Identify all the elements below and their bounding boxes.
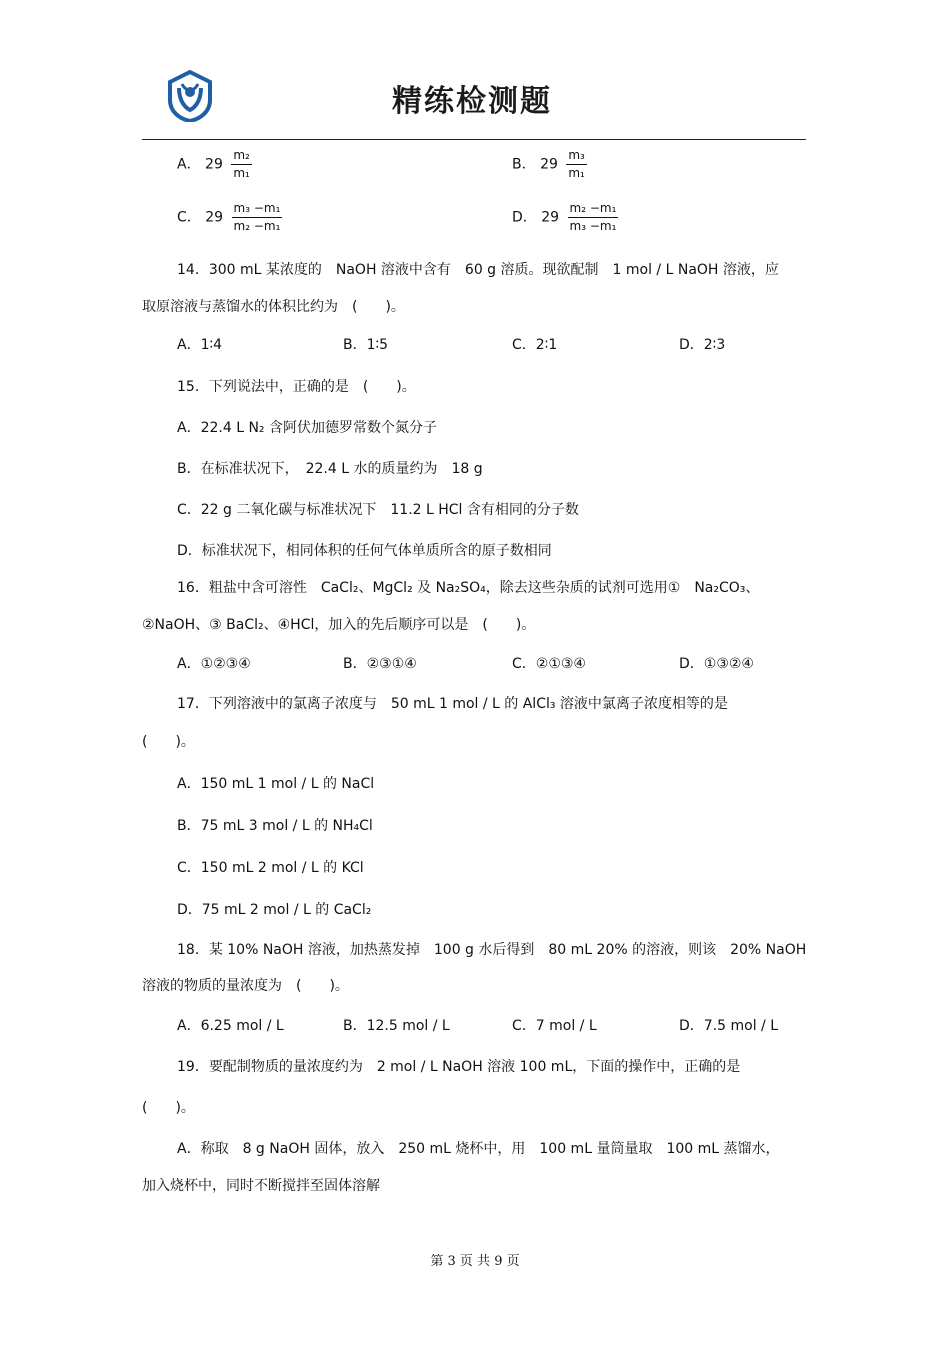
q18-option-d: D．7.5 mol / L <box>679 1018 779 1034</box>
option-label: B． <box>512 156 536 173</box>
q18-stem-line1: 18．某 10% NaOH 溶液，加热蒸发掉 100 g 水后得到 80 mL 20% 的溶液，则该 20% NaOH <box>177 942 807 958</box>
numerator: m₂ −m₁ <box>568 201 619 218</box>
coefficient: 29 <box>540 156 558 173</box>
q17-stem-line1: 17．下列溶液中的氯离子浓度与 50 mL 1 mol / L 的 AlCl₃ 溶液中氯离子浓度相等的是 <box>177 696 728 712</box>
q16-stem-line2: ②NaOH、③ BaCl₂、④HCl，加入的先后顺序可以是 ( )。 <box>142 617 536 633</box>
q14-stem-line1: 14．300 mL 某浓度的 NaOH 溶液中含有 60 g 溶质。现欲配制 1 mol / L NaOH 溶液，应 <box>177 262 779 278</box>
page-title: 精练检测题 <box>392 84 552 119</box>
q15-option-a: A．22.4 L N₂ 含阿伏加德罗常数个氮分子 <box>177 420 437 436</box>
q16-option-a: A．①②③④ <box>177 656 251 672</box>
q17-option-b: B．75 mL 3 mol / L 的 NH₄Cl <box>177 818 373 834</box>
q13-option-b <box>512 148 587 181</box>
publisher-logo <box>166 70 214 122</box>
coefficient: 29 <box>541 209 560 226</box>
denominator: m₂ −m₁ <box>233 219 281 233</box>
q13-option-a <box>177 148 252 181</box>
q13-option-d <box>512 201 618 234</box>
fraction <box>566 148 587 181</box>
q18-stem-line2: 溶液的物质的量浓度为 ( )。 <box>142 978 349 994</box>
q17-stem-line2: ( )。 <box>142 734 195 750</box>
denominator: m₃ −m₁ <box>569 219 617 233</box>
denominator: m₁ <box>233 166 250 180</box>
q17-option-c: C．150 mL 2 mol / L 的 KCl <box>177 860 364 876</box>
q19-option-a-line2: 加入烧杯中，同时不断搅拌至固体溶解 <box>142 1178 380 1194</box>
q15-option-d: D．标准状况下，相同体积的任何气体单质所含的原子数相同 <box>177 543 552 559</box>
q17-option-d: D．75 mL 2 mol / L 的 CaCl₂ <box>177 902 372 918</box>
q14-option-d: D．2∶3 <box>679 337 726 353</box>
q18-option-c: C．7 mol / L <box>512 1018 597 1034</box>
option-label: C． <box>177 209 201 226</box>
coefficient: 29 <box>205 156 223 173</box>
fraction <box>568 201 619 234</box>
q14-option-a: A．1∶4 <box>177 337 223 353</box>
q15-option-b: B．在标准状况下， 22.4 L 水的质量约为 18 g <box>177 461 483 477</box>
q16-option-c: C．②①③④ <box>512 656 586 672</box>
q14-option-b: B．1∶5 <box>343 337 389 353</box>
numerator: m₂ <box>231 148 252 165</box>
q15-option-c: C．22 g 二氧化碳与标准状况下 11.2 L HCl 含有相同的分子数 <box>177 502 579 518</box>
denominator: m₁ <box>568 166 585 180</box>
header-divider <box>142 139 806 140</box>
q14-stem-line2: 取原溶液与蒸馏水的体积比约为 ( )。 <box>142 299 405 315</box>
page-number: 第 3 页 共 9 页 <box>430 1254 520 1269</box>
q16-stem-line1: 16．粗盐中含可溶性 CaCl₂、MgCl₂ 及 Na₂SO₄，除去这些杂质的试剂可选用① Na₂CO₃、 <box>177 580 760 596</box>
q19-option-a-line1: A．称取 8 g NaOH 固体，放入 250 mL 烧杯中，用 100 mL 量筒量取 100 mL 蒸馏水， <box>177 1141 780 1157</box>
q13-option-c <box>177 201 282 234</box>
q16-option-d: D．①③②④ <box>679 656 754 672</box>
numerator: m₃ −m₁ <box>232 201 283 218</box>
coefficient: 29 <box>205 209 224 226</box>
q19-stem-line2: ( )。 <box>142 1100 195 1116</box>
fraction <box>232 201 283 234</box>
q17-option-a: A．150 mL 1 mol / L 的 NaCl <box>177 776 375 792</box>
q16-option-b: B．②③①④ <box>343 656 417 672</box>
q18-option-b: B．12.5 mol / L <box>343 1018 450 1034</box>
q19-stem-line1: 19．要配制物质的量浓度约为 2 mol / L NaOH 溶液 100 mL，下面的操作中，正确的是 <box>177 1059 741 1075</box>
q15-stem: 15．下列说法中，正确的是 ( )。 <box>177 379 416 395</box>
option-label: A． <box>177 156 201 173</box>
q18-option-a: A．6.25 mol / L <box>177 1018 284 1034</box>
fraction <box>231 148 252 181</box>
numerator: m₃ <box>566 148 587 165</box>
option-label: D． <box>512 209 537 226</box>
q14-option-c: C．2∶1 <box>512 337 558 353</box>
